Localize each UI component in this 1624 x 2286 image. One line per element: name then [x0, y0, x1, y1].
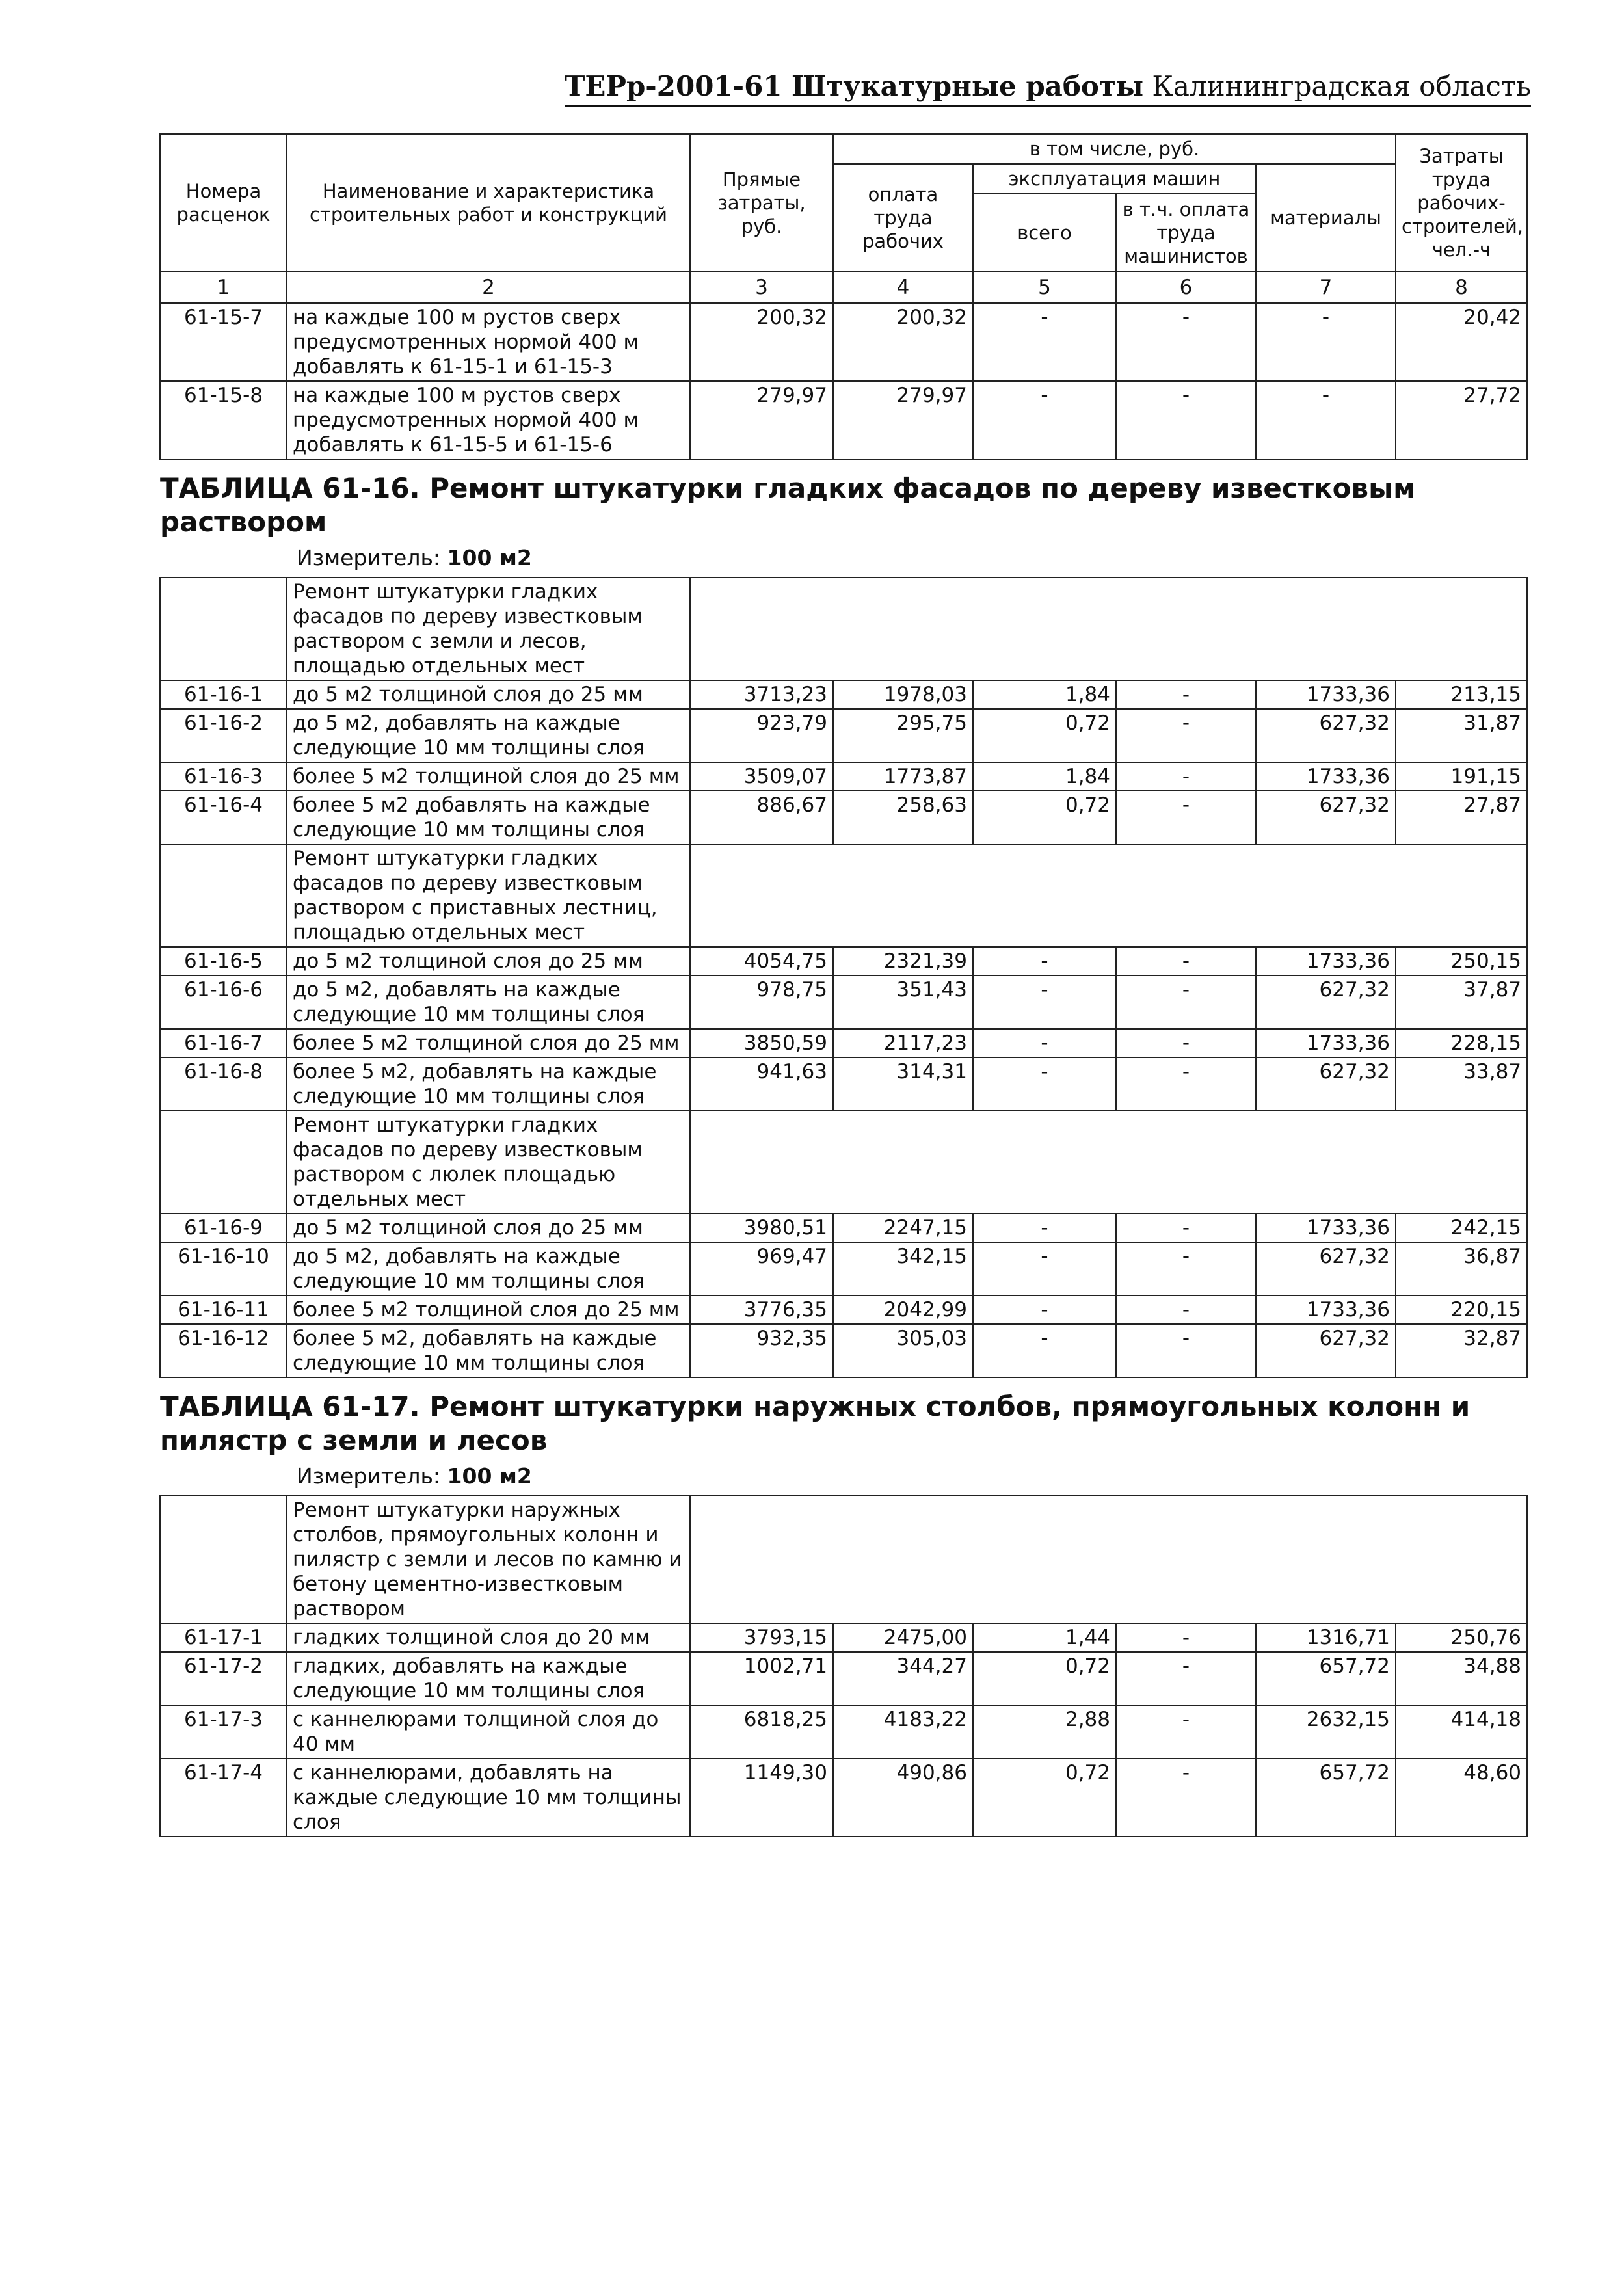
table-row [160, 1296, 1527, 1324]
group-heading: Ремонт штукатурки гладких фасадов по дереву известковым раствором с приставных лестниц, площадью отдельных мест [287, 844, 690, 947]
machines-cell: - [973, 1029, 1116, 1057]
table-row [160, 791, 1527, 844]
workers-cell: 20,42 [1396, 303, 1527, 381]
column-number-cell: 4 [833, 272, 973, 303]
machinists-cell: - [1116, 1324, 1256, 1377]
labor-cell: 279,97 [833, 381, 973, 459]
column-number-cell: 1 [160, 272, 287, 303]
rate-name: гладких толщиной слоя до 20 мм [287, 1623, 690, 1652]
rate-code: 61-15-8 [160, 381, 287, 459]
labor-cell: 2117,23 [833, 1029, 973, 1057]
materials-cell: 1733,36 [1256, 1214, 1396, 1242]
machines-cell: - [973, 1296, 1116, 1324]
rate-name: с каннелюрами, добавлять на каждые следующие 10 мм толщины слоя [287, 1759, 690, 1837]
rate-name: более 5 м2 толщиной слоя до 25 мм [287, 762, 690, 791]
materials-cell: 627,32 [1256, 976, 1396, 1029]
direct-cell: 3980,51 [690, 1214, 833, 1242]
table-row [160, 1324, 1527, 1377]
page-header-code: ТЕРр-2001-61 Штукатурные работы [565, 70, 1144, 102]
col-incl: в том числе, руб. [833, 134, 1396, 164]
labor-cell: 490,86 [833, 1759, 973, 1837]
labor-cell: 344,27 [833, 1652, 973, 1705]
machines-cell: - [973, 1324, 1116, 1377]
table-row [160, 1759, 1527, 1837]
rate-name: до 5 м2, добавлять на каждые следующие 10 мм толщины слоя [287, 976, 690, 1029]
materials-cell: 627,32 [1256, 1057, 1396, 1111]
materials-cell: 1733,36 [1256, 1029, 1396, 1057]
workers-cell: 37,87 [1396, 976, 1527, 1029]
machinists-cell: - [1116, 381, 1256, 459]
machinists-cell: - [1116, 791, 1256, 844]
rate-code: 61-17-3 [160, 1705, 287, 1759]
machinists-cell: - [1116, 1057, 1256, 1111]
labor-cell: 351,43 [833, 976, 973, 1029]
workers-cell: 250,15 [1396, 947, 1527, 976]
materials-cell: 2632,15 [1256, 1705, 1396, 1759]
rate-code: 61-16-9 [160, 1214, 287, 1242]
machinists-cell: - [1116, 1705, 1256, 1759]
machines-cell: 2,88 [973, 1705, 1116, 1759]
machines-cell: - [973, 1214, 1116, 1242]
direct-cell: 932,35 [690, 1324, 833, 1377]
group-heading-row [160, 1111, 1527, 1214]
table-61-17-title-row [160, 1377, 1527, 1461]
machines-cell: 0,72 [973, 709, 1116, 762]
table-row [160, 1623, 1527, 1652]
workers-cell: 228,15 [1396, 1029, 1527, 1057]
labor-cell: 2247,15 [833, 1214, 973, 1242]
table-head [160, 134, 1527, 303]
workers-cell: 48,60 [1396, 1759, 1527, 1837]
group-code-cell [160, 578, 287, 680]
machinists-cell: - [1116, 709, 1256, 762]
direct-cell: 1149,30 [690, 1759, 833, 1837]
col-materials: материалы [1256, 164, 1396, 272]
direct-cell: 941,63 [690, 1057, 833, 1111]
table-61-16-measure-row [160, 543, 1527, 578]
rates-table [159, 133, 1528, 1837]
materials-cell: 657,72 [1256, 1759, 1396, 1837]
machinists-cell: - [1116, 303, 1256, 381]
machines-cell: 1,44 [973, 1623, 1116, 1652]
labor-cell: 1773,87 [833, 762, 973, 791]
rate-name: более 5 м2 толщиной слоя до 25 мм [287, 1029, 690, 1057]
workers-cell: 34,88 [1396, 1652, 1527, 1705]
machines-cell: - [973, 947, 1116, 976]
machines-cell: 0,72 [973, 791, 1116, 844]
rate-code: 61-15-7 [160, 303, 287, 381]
rate-name: до 5 м2 толщиной слоя до 25 мм [287, 1214, 690, 1242]
labor-cell: 2042,99 [833, 1296, 973, 1324]
page-header-region: Калининградская область [1152, 70, 1531, 102]
machinists-cell: - [1116, 1759, 1256, 1837]
materials-cell: 627,32 [1256, 709, 1396, 762]
rate-name: до 5 м2 толщиной слоя до 25 мм [287, 947, 690, 976]
workers-cell: 414,18 [1396, 1705, 1527, 1759]
direct-cell: 3793,15 [690, 1623, 833, 1652]
rate-name: на каждые 100 м рустов сверх предусмотренных нормой 400 м добавлять к 61-15-1 и 61-15-3 [287, 303, 690, 381]
table-61-16-title: ТАБЛИЦА 61-16. Ремонт штукатурки гладких фасадов по дереву известковым раствором [160, 472, 1416, 538]
workers-cell: 32,87 [1396, 1324, 1527, 1377]
materials-cell: 627,32 [1256, 791, 1396, 844]
direct-cell: 3509,07 [690, 762, 833, 791]
col-code: Номера расценок [160, 134, 287, 272]
table-row [160, 709, 1527, 762]
group-heading: Ремонт штукатурки наружных столбов, прямоугольных колонн и пилястр с земли и лесов по камню и бетону цементно-известковым раствором [287, 1496, 690, 1623]
rate-name: более 5 м2 толщиной слоя до 25 мм [287, 1296, 690, 1324]
machines-cell: - [973, 976, 1116, 1029]
direct-cell: 4054,75 [690, 947, 833, 976]
column-number-cell: 7 [1256, 272, 1396, 303]
group-filler-cell [690, 578, 1527, 680]
table-row [160, 1029, 1527, 1057]
workers-cell: 220,15 [1396, 1296, 1527, 1324]
materials-cell: 627,32 [1256, 1324, 1396, 1377]
table-row [160, 762, 1527, 791]
measure-label: Измеритель: [297, 545, 441, 570]
labor-cell: 305,03 [833, 1324, 973, 1377]
column-number-cell: 3 [690, 272, 833, 303]
direct-cell: 200,32 [690, 303, 833, 381]
labor-cell: 342,15 [833, 1242, 973, 1296]
table-row [160, 303, 1527, 381]
materials-cell: - [1256, 303, 1396, 381]
group-code-cell [160, 1496, 287, 1623]
rate-code: 61-16-5 [160, 947, 287, 976]
group-code-cell [160, 1111, 287, 1214]
rate-code: 61-16-7 [160, 1029, 287, 1057]
rate-name: на каждые 100 м рустов сверх предусмотренных нормой 400 м добавлять к 61-15-5 и 61-15-6 [287, 381, 690, 459]
table-row [160, 1242, 1527, 1296]
column-number-cell: 5 [973, 272, 1116, 303]
col-direct: Прямые затраты, руб. [690, 134, 833, 272]
materials-cell: 657,72 [1256, 1652, 1396, 1705]
rate-code: 61-16-4 [160, 791, 287, 844]
materials-cell: 1733,36 [1256, 947, 1396, 976]
measure-label: Измеритель: [297, 1463, 441, 1489]
direct-cell: 3776,35 [690, 1296, 833, 1324]
machines-cell: 0,72 [973, 1652, 1116, 1705]
page-header [565, 70, 1531, 107]
group-heading-row [160, 1496, 1527, 1623]
rate-code: 61-16-12 [160, 1324, 287, 1377]
materials-cell: 1316,71 [1256, 1623, 1396, 1652]
machines-cell: 0,72 [973, 1759, 1116, 1837]
col-machines: эксплуатация машин [973, 164, 1256, 194]
rate-name: более 5 м2, добавлять на каждые следующие 10 мм толщины слоя [287, 1324, 690, 1377]
table-61-16-title-row [160, 459, 1527, 543]
table-61-17-title: ТАБЛИЦА 61-17. Ремонт штукатурки наружных столбов, прямоугольных колонн и пилястр с земли и лесов [160, 1390, 1471, 1456]
labor-cell: 1978,03 [833, 680, 973, 709]
machinists-cell: - [1116, 680, 1256, 709]
column-numbers-row [160, 272, 1527, 303]
workers-cell: 27,72 [1396, 381, 1527, 459]
workers-cell: 31,87 [1396, 709, 1527, 762]
labor-cell: 295,75 [833, 709, 973, 762]
rate-code: 61-17-4 [160, 1759, 287, 1837]
rate-code: 61-16-8 [160, 1057, 287, 1111]
table-61-16-measure [160, 543, 1527, 578]
materials-cell: 627,32 [1256, 1242, 1396, 1296]
column-number-cell: 8 [1396, 272, 1527, 303]
direct-cell: 3713,23 [690, 680, 833, 709]
measure-value: 100 м2 [447, 1463, 532, 1489]
labor-cell: 4183,22 [833, 1705, 973, 1759]
machinists-cell: - [1116, 976, 1256, 1029]
rate-name: до 5 м2, добавлять на каждые следующие 10 мм толщины слоя [287, 1242, 690, 1296]
machinists-cell: - [1116, 947, 1256, 976]
table-row [160, 1214, 1527, 1242]
table-row [160, 976, 1527, 1029]
direct-cell: 923,79 [690, 709, 833, 762]
rate-name: гладких, добавлять на каждые следующие 10 мм толщины слоя [287, 1652, 690, 1705]
materials-cell: 1733,36 [1256, 1296, 1396, 1324]
rate-code: 61-16-6 [160, 976, 287, 1029]
machinists-cell: - [1116, 762, 1256, 791]
table-row [160, 381, 1527, 459]
rate-name: до 5 м2 толщиной слоя до 25 мм [287, 680, 690, 709]
workers-cell: 250,76 [1396, 1623, 1527, 1652]
rate-code: 61-16-1 [160, 680, 287, 709]
machines-cell: 1,84 [973, 680, 1116, 709]
machinists-cell: - [1116, 1652, 1256, 1705]
measure-value: 100 м2 [447, 545, 532, 570]
group-heading-row [160, 844, 1527, 947]
labor-cell: 2475,00 [833, 1623, 973, 1652]
direct-cell: 886,67 [690, 791, 833, 844]
group-heading-row [160, 578, 1527, 680]
column-number-cell: 2 [287, 272, 690, 303]
col-labor: оплата труда рабочих [833, 164, 973, 272]
rate-code: 61-16-10 [160, 1242, 287, 1296]
col-machines-total: всего [973, 194, 1116, 272]
col-machinists: в т.ч. оплата труда машинистов [1116, 194, 1256, 272]
column-number-cell: 6 [1116, 272, 1256, 303]
machinists-cell: - [1116, 1623, 1256, 1652]
labor-cell: 2321,39 [833, 947, 973, 976]
machinists-cell: - [1116, 1214, 1256, 1242]
group-heading: Ремонт штукатурки гладких фасадов по дереву известковым раствором с люлек площадью отдельных мест [287, 1111, 690, 1214]
machinists-cell: - [1116, 1029, 1256, 1057]
table-row [160, 680, 1527, 709]
machinists-cell: - [1116, 1242, 1256, 1296]
table-row [160, 1057, 1527, 1111]
machinists-cell: - [1116, 1296, 1256, 1324]
table-row [160, 1652, 1527, 1705]
machines-cell: - [973, 303, 1116, 381]
materials-cell: - [1256, 381, 1396, 459]
rate-code: 61-17-2 [160, 1652, 287, 1705]
rate-name: более 5 м2 добавлять на каждые следующие 10 мм толщины слоя [287, 791, 690, 844]
direct-cell: 1002,71 [690, 1652, 833, 1705]
direct-cell: 279,97 [690, 381, 833, 459]
group-code-cell [160, 844, 287, 947]
table-body [160, 303, 1527, 1837]
workers-cell: 33,87 [1396, 1057, 1527, 1111]
machines-cell: - [973, 381, 1116, 459]
group-filler-cell [690, 1111, 1527, 1214]
direct-cell: 6818,25 [690, 1705, 833, 1759]
materials-cell: 1733,36 [1256, 680, 1396, 709]
table-61-17-measure-row [160, 1461, 1527, 1496]
machines-cell: - [973, 1057, 1116, 1111]
rate-code: 61-16-3 [160, 762, 287, 791]
workers-cell: 242,15 [1396, 1214, 1527, 1242]
labor-cell: 314,31 [833, 1057, 973, 1111]
group-filler-cell [690, 1496, 1527, 1623]
workers-cell: 36,87 [1396, 1242, 1527, 1296]
materials-cell: 1733,36 [1256, 762, 1396, 791]
table-row [160, 1705, 1527, 1759]
col-name: Наименование и характеристика строительных работ и конструкций [287, 134, 690, 272]
rate-name: более 5 м2, добавлять на каждые следующие 10 мм толщины слоя [287, 1057, 690, 1111]
rate-name: с каннелюрами толщиной слоя до 40 мм [287, 1705, 690, 1759]
col-workers: Затраты труда рабочих-строителей, чел.-ч [1396, 134, 1527, 272]
workers-cell: 27,87 [1396, 791, 1527, 844]
rate-name: до 5 м2, добавлять на каждые следующие 10 мм толщины слоя [287, 709, 690, 762]
table-row [160, 947, 1527, 976]
labor-cell: 258,63 [833, 791, 973, 844]
table-61-17-measure [160, 1461, 1527, 1496]
machines-cell: 1,84 [973, 762, 1116, 791]
rate-code: 61-16-11 [160, 1296, 287, 1324]
direct-cell: 969,47 [690, 1242, 833, 1296]
workers-cell: 213,15 [1396, 680, 1527, 709]
group-heading: Ремонт штукатурки гладких фасадов по дереву известковым раствором с земли и лесов, площадью отдельных мест [287, 578, 690, 680]
rate-code: 61-16-2 [160, 709, 287, 762]
rate-code: 61-17-1 [160, 1623, 287, 1652]
direct-cell: 3850,59 [690, 1029, 833, 1057]
machines-cell: - [973, 1242, 1116, 1296]
labor-cell: 200,32 [833, 303, 973, 381]
workers-cell: 191,15 [1396, 762, 1527, 791]
direct-cell: 978,75 [690, 976, 833, 1029]
group-filler-cell [690, 844, 1527, 947]
